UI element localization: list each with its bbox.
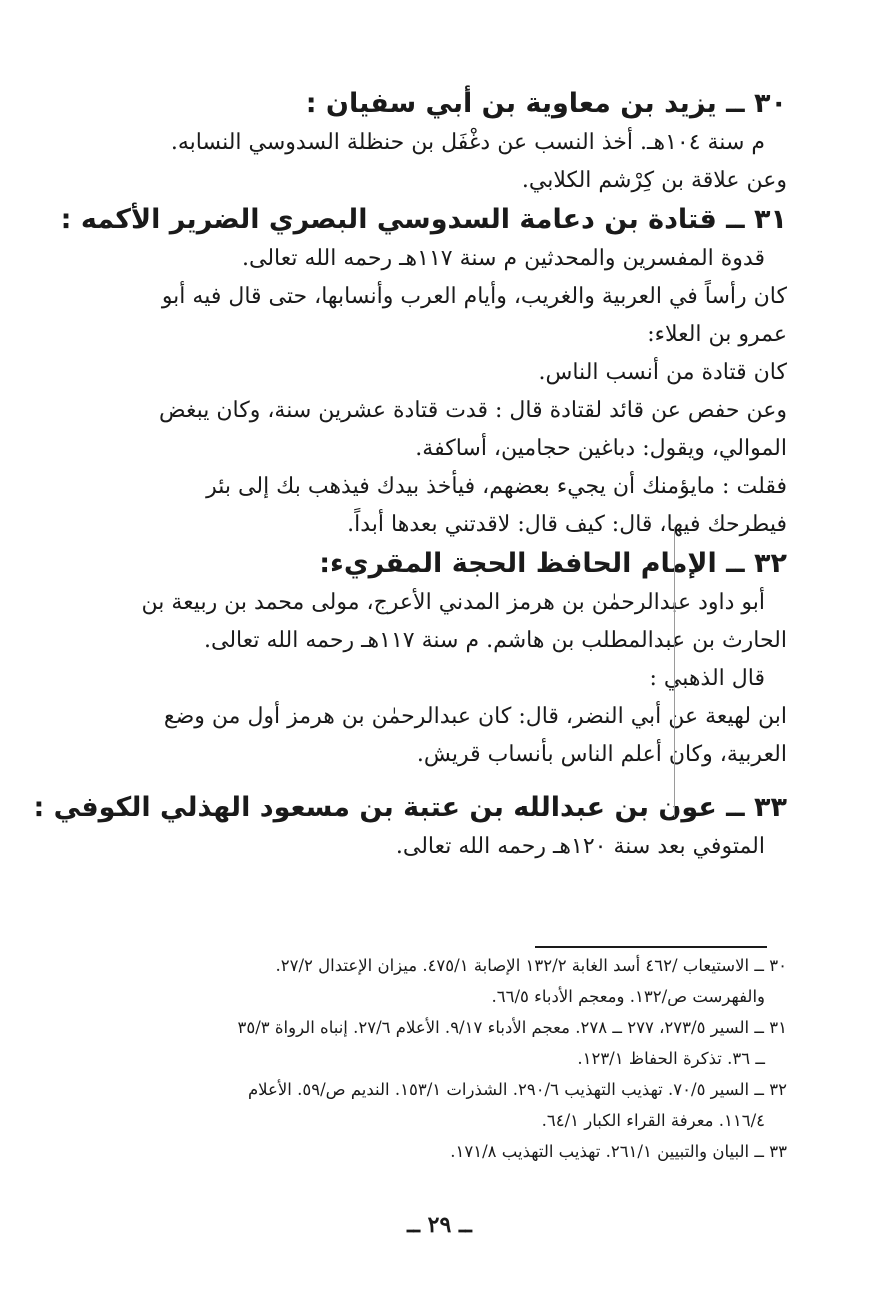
main-text <box>33 84 787 866</box>
footnote-continuation: ــ ٣٦. تذكرة الحفاظ ١٢٣/١. <box>577 1049 765 1068</box>
entry-32-line: قال الذهبي : <box>649 666 765 691</box>
footnote-31 <box>97 1012 787 1074</box>
footnote-line: ٣٣ ــ البيان والتبيين ٢٦١/١. تهذيب التهذيب ١٧١/٨. <box>450 1142 787 1161</box>
entry-32-line: العربية، وكان أعلم الناس بأنساب قريش. <box>416 742 787 767</box>
entry-heading-31: ٣١ ــ قتادة بن دعامة السدوسي البصري الضرير الأكمه : <box>60 204 787 235</box>
entry-31-line: الموالي، ويقول: دباغين حجامين، أساكفة. <box>415 436 787 461</box>
entry-31-line: كان قتادة من أنسب الناس. <box>538 360 787 385</box>
entry-32-line: أبو داود عبدالرحمٰن بن هرمز المدني الأعرج، مولى محمد بن ربيعة بن <box>141 590 765 615</box>
footnote-32 <box>97 1074 787 1136</box>
footnote-line: ٣٠ ــ الاستيعاب /٤٦٢ أسد الغابة ١٣٢/٢ الإصابة ٤٧٥/١. ميزان الإعتدال ٢٧/٢. <box>275 956 787 975</box>
entry-heading-32: ٣٢ ــ الإمام الحافظ الحجة المقريء: <box>319 548 787 579</box>
entry-30-line: وعن علاقة بن كِرْشم الكلابي. <box>521 168 787 193</box>
page-crease <box>674 527 675 817</box>
entry-31-line: عمرو بن العلاء: <box>647 322 787 347</box>
entry-heading-30: ٣٠ ــ يزيد بن معاوية بن أبي سفيان : <box>305 88 787 119</box>
page-number: ــ ٢٩ ــ <box>407 1212 472 1238</box>
footnote-33 <box>97 1136 787 1167</box>
entry-32-line: الحارث بن عبدالمطلب بن هاشم. م سنة ١١٧هـ رحمه الله تعالى. <box>204 628 787 653</box>
entry-30-line: م سنة ١٠٤هـ. أخذ النسب عن دغْفَل بن حنظلة السدوسي النسابه. <box>170 130 765 155</box>
footnote-continuation: ١١٦/٤. معرفة القراء الكبار ٦٤/١. <box>541 1111 765 1130</box>
entry-31-line: فقلت : مايؤمنك أن يجيء بعضهم، فيأخذ بيدك فيذهب بك إلى بئر <box>206 474 787 499</box>
footnote-line: ٣١ ــ السير ٢٧٣/٥، ٢٧٧ ــ ٢٧٨. معجم الأدباء ٩/١٧. الأعلام ٢٧/٦. إنباه الرواة ٣٥/٣ <box>237 1018 787 1037</box>
footnote-separator <box>535 946 767 948</box>
footnote-line: ٣٢ ــ السير ٧٠/٥. تهذيب التهذيب ٢٩٠/٦. الشذرات ١٥٣/١. النديم ص/٥٩. الأعلام <box>247 1080 787 1099</box>
entry-33-line: المتوفي بعد سنة ١٢٠هـ رحمه الله تعالى. <box>395 834 765 859</box>
entry-31-line: قدوة المفسرين والمحدثين م سنة ١١٧هـ رحمه الله تعالى. <box>242 246 765 271</box>
entry-31-line: كان رأساً في العربية والغريب، وأيام العرب وأنسابها، حتى قال فيه أبو <box>161 284 787 309</box>
entry-31-line: وعن حفص عن قائد لقتادة قال : قدت قتادة عشرين سنة، وكان يبغض <box>159 398 787 423</box>
footnote-30 <box>97 950 787 1012</box>
entry-heading-33: ٣٣ ــ عون بن عبدالله بن عتبة بن مسعود الهذلي الكوفي : <box>33 792 787 823</box>
entry-32-line: ابن لهيعة عن أبي النضر، قال: كان عبدالرحمٰن بن هرمز أول من وضع <box>163 704 787 729</box>
entry-31-line: فيطرحك فيها، قال: كيف قال: لاقدتني بعدها أبداً. <box>347 512 787 537</box>
footnote-continuation: والفهرست ص/١٣٢. ومعجم الأدباء ٦٦/٥. <box>491 987 765 1006</box>
footnotes <box>97 950 787 1167</box>
